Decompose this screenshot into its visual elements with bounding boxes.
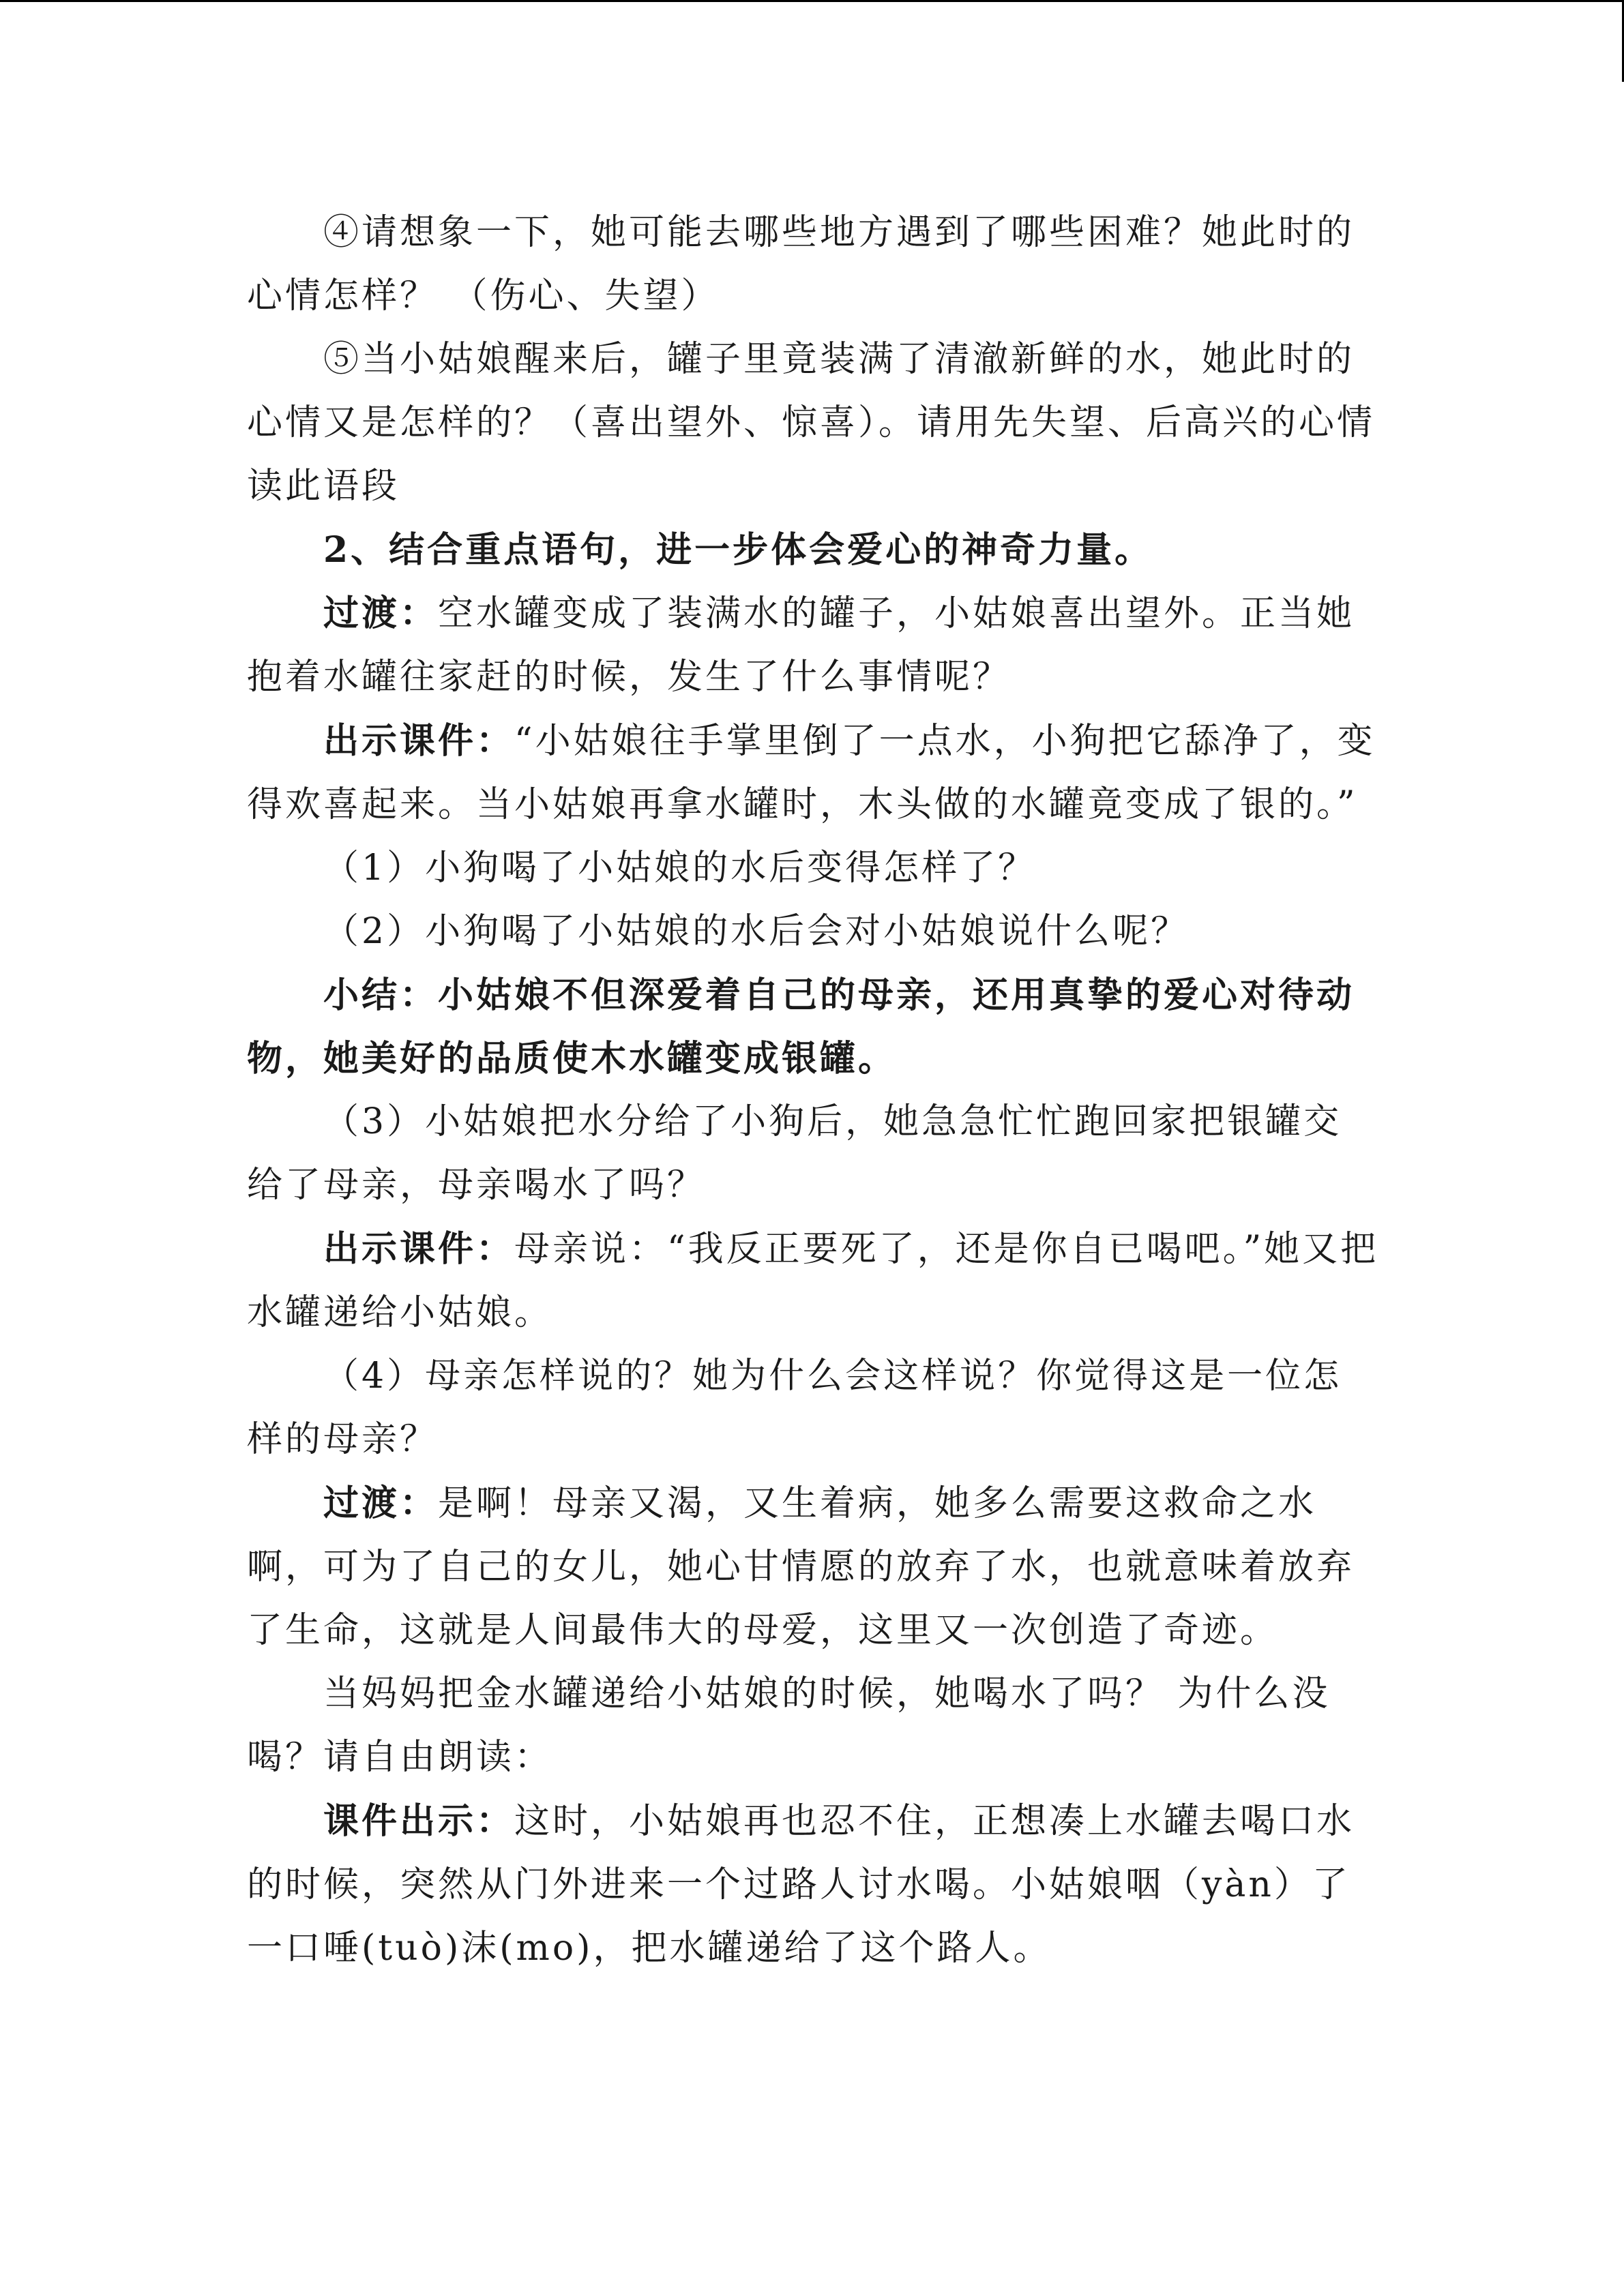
- paragraph-text: ⑤当小姑娘醒来后，罐子里竟装满了清澈新鲜的水，她此时的心情又是怎样的？（喜出望外、惊喜）。请用先失望、后高兴的心情读此语段: [247, 339, 1376, 507]
- paragraph-text: 母亲说：“我反正要死了，还是你自已喝吧。”她又把水罐递给小姑娘。: [247, 1229, 1379, 1333]
- paragraph-text: （3）小姑娘把水分给了小狗后，她急急忙忙跑回家把银罐交给了母亲，母亲喝水了吗？: [247, 1101, 1342, 1206]
- paragraph-text: 空水罐变成了装满水的罐子，小姑娘喜出望外。正当她抱着水罐往家赶的时候，发生了什么事情呢？: [247, 593, 1355, 698]
- paragraph-text: （2）小狗喝了小姑娘的水后会对小姑娘说什么呢？: [323, 911, 1190, 952]
- paragraph-lead: 过渡：: [323, 593, 439, 634]
- paragraph-text: “小姑娘往手掌里倒了一点水，小狗把它舔净了，变得欢喜起来。当小姑娘再拿水罐时，木头做的水罐竟变成了银的。”: [247, 721, 1376, 825]
- page-top-border: [0, 0, 1624, 2]
- paragraph-question-1: [247, 837, 1379, 900]
- document-body: [247, 201, 1379, 1980]
- paragraph-text: 这时，小姑娘再也忍不住，正想凑上水罐去喝口水的时候，突然从门外进来一个过路人讨水喝。小姑娘咽（yàn）了一口唾(tuò)沫(mo)，把水罐递给了这个路人。: [247, 1801, 1355, 1969]
- paragraph-lead: 出示课件：: [323, 720, 515, 762]
- paragraph-lead: 课件出示：: [323, 1800, 515, 1842]
- paragraph-question-2: [247, 900, 1379, 964]
- paragraph-lead: 过渡：: [323, 1482, 439, 1524]
- paragraph-lead: 出示课件：: [323, 1228, 515, 1270]
- paragraph-question-4: [247, 201, 1379, 328]
- paragraph-question-5: [247, 328, 1379, 518]
- paragraph-text: （4）母亲怎样说的？她为什么会这样说？你觉得这是一位怎样的母亲？: [247, 1356, 1342, 1460]
- paragraph-text: （1）小狗喝了小姑娘的水后变得怎样了？: [323, 848, 1037, 889]
- paragraph-reading-prompt: [247, 1663, 1379, 1789]
- heading-text: 2、结合重点语句，进一步体会爱心的神奇力量。: [323, 529, 1153, 571]
- paragraph-courseware-2: [247, 1217, 1379, 1345]
- paragraph-text: 当妈妈把金水罐递给小姑娘的时候，她喝水了吗？ 为什么没喝？请自由朗读：: [247, 1673, 1331, 1778]
- paragraph-courseware-3: [247, 1789, 1379, 1980]
- paragraph-transition-1: [247, 582, 1379, 709]
- paragraph-lead: 小结：: [323, 974, 439, 1016]
- paragraph-text: 是啊！母亲又渴，又生着病，她多么需要这救命之水啊，可为了自己的女儿，她心甘情愿的放弃了水，也就意味着放弃了生命，这就是人间最伟大的母爱，这里又一次创造了奇迹。: [247, 1483, 1355, 1651]
- paragraph-courseware-1: [247, 709, 1379, 837]
- section-heading: [247, 518, 1379, 582]
- paragraph-transition-2: [247, 1472, 1379, 1663]
- paragraph-text: 小姑娘不但深爱着自己的母亲，还用真挚的爱心对待动物，她美好的品质使木水罐变成银罐。: [247, 974, 1355, 1079]
- paragraph-text: ④请想象一下，她可能去哪些地方遇到了哪些困难？她此时的心情怎样？ （伤心、失望）: [247, 212, 1355, 316]
- paragraph-summary: [247, 964, 1379, 1090]
- paragraph-question-4b: [247, 1345, 1379, 1472]
- paragraph-question-3: [247, 1090, 1379, 1217]
